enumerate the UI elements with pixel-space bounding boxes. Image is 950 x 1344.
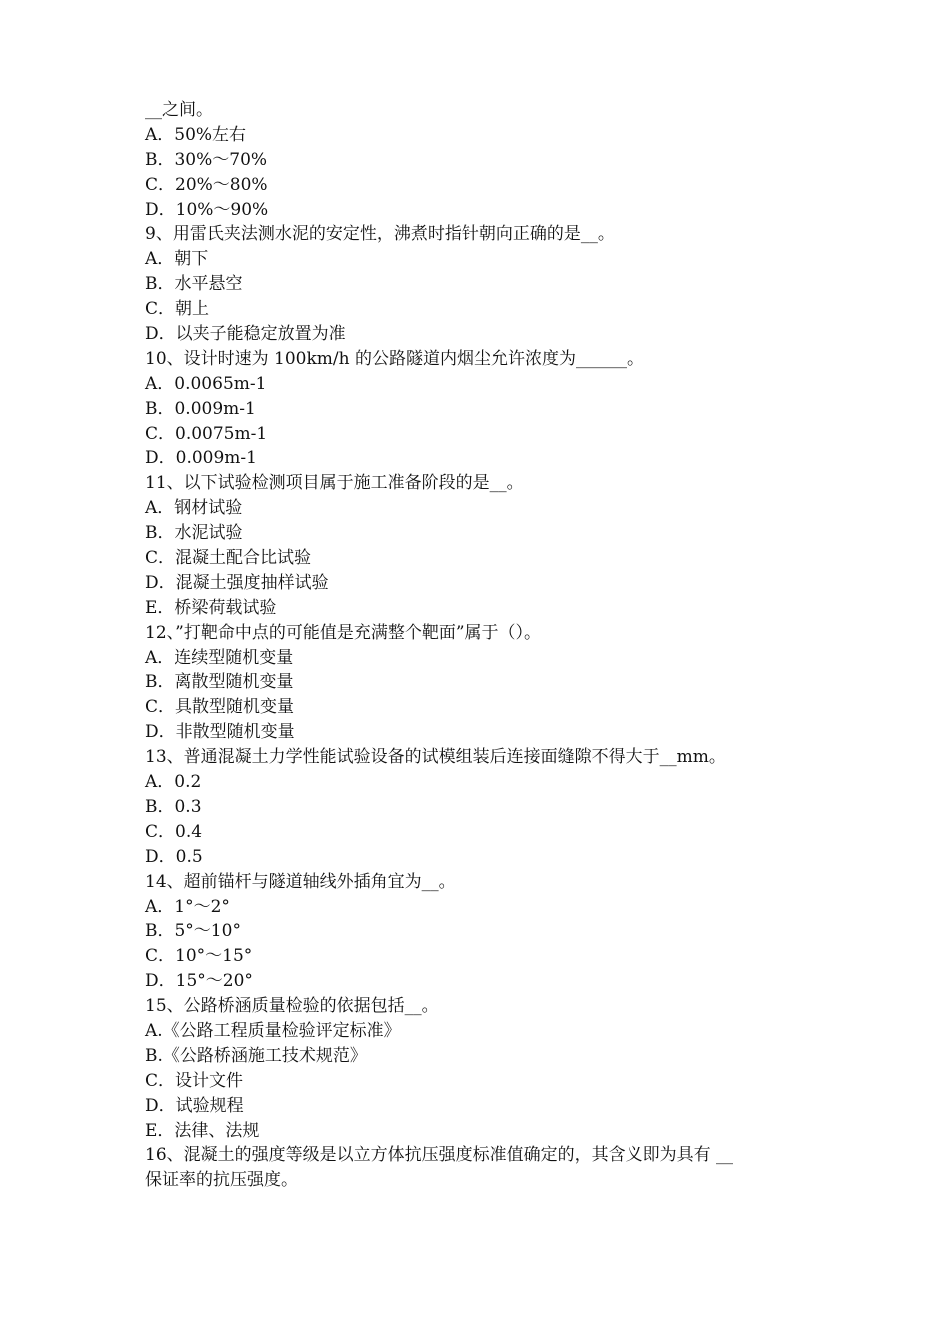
option-line: B．水泥试验 xyxy=(145,523,243,544)
question-fragment-line: __之间。 xyxy=(145,100,213,120)
option-line: D．15°～20° xyxy=(145,971,253,992)
option-line: D．混凝土强度抽样试验 xyxy=(145,572,329,593)
option-line: A．0.0065m-1 xyxy=(145,373,267,394)
question-list xyxy=(145,98,825,1193)
question-16-stem: 16、混凝土的强度等级是以立方体抗压强度标准值确定的，其含义即为具有 __ xyxy=(145,1145,734,1166)
question-9-stem: 9、用雷氏夹法测水泥的安定性，沸煮时指针朝向正确的是__。 xyxy=(145,224,615,245)
option-line: A．连续型随机变量 xyxy=(145,647,294,668)
option-line: C．0.0075m-1 xyxy=(145,423,268,444)
option-line: E．法律、法规 xyxy=(145,1120,260,1141)
question-10-stem: 10、设计时速为 100km/h 的公路隧道内烟尘允许浓度为______。 xyxy=(145,348,644,369)
option-line: E．桥梁荷载试验 xyxy=(145,597,277,618)
option-line: C．0.4 xyxy=(145,821,203,842)
option-line: C．朝上 xyxy=(145,299,210,320)
option-line: A.《公路工程质量检验评定标准》 xyxy=(145,1020,401,1041)
option-line: D．0.009m-1 xyxy=(145,448,257,469)
option-line: B．30%～70% xyxy=(145,149,268,170)
option-line: C．设计文件 xyxy=(145,1070,244,1091)
option-line: C．具散型随机变量 xyxy=(145,697,295,718)
option-line: A．钢材试验 xyxy=(145,498,243,519)
question-12-stem: 12、”打靶命中点的可能值是充满整个靶面”属于（）。 xyxy=(145,622,542,643)
option-line: C．混凝土配合比试验 xyxy=(145,548,312,569)
option-line: B．0.3 xyxy=(145,796,202,817)
question-13-stem: 13、普通混凝土力学性能试验设备的试模组装后连接面缝隙不得大于__mm。 xyxy=(145,747,726,768)
option-line: D．非散型随机变量 xyxy=(145,722,295,743)
option-line: B.《公路桥涵施工技术规范》 xyxy=(145,1045,367,1066)
option-line: A．0.2 xyxy=(145,772,202,793)
question-14-stem: 14、超前锚杆与隧道轴线外插角宜为__。 xyxy=(145,871,456,892)
option-line: B．水平悬空 xyxy=(145,274,243,295)
option-line: A．朝下 xyxy=(145,249,209,270)
option-line: D．试验规程 xyxy=(145,1095,244,1116)
question-16-stem-continuation: 保证率的抗压强度。 xyxy=(145,1170,298,1191)
option-line: C．10°～15° xyxy=(145,946,253,967)
option-line: D．10%～90% xyxy=(145,199,269,220)
option-line: B．5°～10° xyxy=(145,921,241,942)
question-15-stem: 15、公路桥涵质量检验的依据包括__。 xyxy=(145,996,439,1017)
option-line: B．离散型随机变量 xyxy=(145,672,294,693)
option-line: D．0.5 xyxy=(145,846,203,867)
option-line: B．0.009m-1 xyxy=(145,398,256,419)
option-line: A．1°～2° xyxy=(145,896,230,917)
option-line: A．50%左右 xyxy=(145,124,247,145)
option-line: D．以夹子能稳定放置为准 xyxy=(145,324,346,345)
option-line: C．20%～80% xyxy=(145,174,268,195)
question-11-stem: 11、以下试验检测项目属于施工准备阶段的是__。 xyxy=(145,473,524,494)
